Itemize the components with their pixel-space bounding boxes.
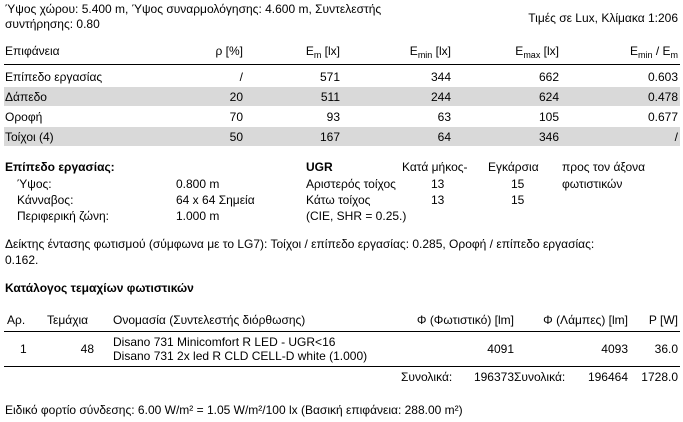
surface-ratio: 0.677 <box>647 110 678 124</box>
surface-em: 167 <box>319 130 340 144</box>
ugr-bottom-wall-label: Κάτω τοίχος <box>306 193 371 207</box>
header-rule <box>4 64 680 65</box>
totals-label-2: Συνολικά: <box>514 370 566 384</box>
luminaire-qty: 48 <box>80 342 94 356</box>
ugr-left-wall-cross: 15 <box>511 177 525 191</box>
surface-name: Δάπεδο <box>5 90 47 104</box>
ugr-left-wall-label: Αριστερός τοίχος <box>306 177 396 191</box>
surface-rho: 20 <box>229 90 243 104</box>
workplane-title: Επίπεδο εργασίας: <box>5 160 115 174</box>
surface-emax: 346 <box>538 130 559 144</box>
surface-name: Τοίχοι (4) <box>5 130 54 144</box>
totals-flux-lamps: 196464 <box>587 370 628 384</box>
room-info-line2: συντήρησης: 0.80 <box>5 17 100 31</box>
surface-rho: 50 <box>229 130 243 144</box>
ugr-bottom-wall-cross: 15 <box>511 193 525 207</box>
workplane-grid-value: 64 x 64 Σημεία <box>176 193 255 207</box>
luminaire-power: 36.0 <box>654 342 678 356</box>
surface-em: 511 <box>320 90 340 104</box>
ugr-title: UGR <box>306 160 333 174</box>
surface-emin: 344 <box>430 70 451 84</box>
row-shading <box>4 87 680 106</box>
col-emin-header: $E_{min}$ [lx] <box>409 44 451 60</box>
surface-ratio: 0.478 <box>647 90 678 104</box>
workplane-grid-label: Κάνναβος: <box>17 193 74 207</box>
room-info-line1: Ύψος χώρου: 5.400 m, Ύψος συναρμολόγησης: 4.600 m, Συντελεστής <box>5 2 382 16</box>
surface-rho: 70 <box>229 110 243 124</box>
surface-name: Επίπεδο εργασίας <box>5 70 103 84</box>
surface-emin: 244 <box>430 90 451 104</box>
col-flux-lamps-header: Φ (Λάμπες) [lm] <box>543 313 628 327</box>
row-shading <box>4 127 680 146</box>
col-no-header: Αρ. <box>7 313 26 327</box>
col-power-header: P [W] <box>648 313 678 327</box>
workplane-height-value: 0.800 m <box>176 177 220 191</box>
surface-emax: 105 <box>538 110 559 124</box>
workplane-border-value: 1.000 m <box>176 209 220 223</box>
luminaire-no: 1 <box>20 342 27 356</box>
luminaire-name-line2: Disano 731 2x led R CLD CELL-D white (1.000) <box>113 349 368 363</box>
ugr-col-axis1: προς τον άξονα <box>562 160 646 174</box>
ugr-col-axis2: φωτιστικών <box>562 177 623 191</box>
luminaire-name-line1: Disano 731 Minicomfort R LED - UGR<16 <box>113 335 336 349</box>
lamps-flux: 4093 <box>601 342 628 356</box>
workplane-height-label: Ύψος: <box>17 177 52 191</box>
surface-emax: 624 <box>538 90 559 104</box>
specific-load: Ειδικό φορτίο σύνδεσης: 6.00 W/m² = 1.05 W/m²/100 lx (Βασική επιφάνεια: 288.00 m²) <box>5 403 463 417</box>
workplane-border-label: Περιφερική ζώνη: <box>17 209 110 223</box>
col-em-header: $E_m$ [lx] <box>305 44 340 60</box>
surface-em: 93 <box>326 110 340 124</box>
surface-rho: / <box>239 70 243 84</box>
ugr-bottom-wall-length: 13 <box>431 193 445 207</box>
col-qty-header: Τεμάχια <box>47 313 89 327</box>
luminaire-flux: 4091 <box>487 342 514 356</box>
col-name-header: Ονομασία (Συντελεστής διόρθωσης) <box>113 313 306 327</box>
totals-flux-luminaire: 196373 <box>473 370 514 384</box>
surface-emin: 64 <box>437 130 451 144</box>
lg7-line1: Δείκτης έντασης φωτισμού (σύμφωνα με το LG7): Τοίχοι / επίπεδο εργασίας: 0.285, Οροφή / επίπεδο εργασίας: <box>5 237 595 251</box>
surface-ratio: 0.603 <box>647 70 678 84</box>
ugr-note: (CIE, SHR = 0.25.) <box>306 209 407 223</box>
ugr-col-cross: Εγκάρσια <box>488 160 539 174</box>
catalog-header-rule <box>4 331 680 332</box>
surface-ratio: / <box>674 130 678 144</box>
surface-emax: 662 <box>538 70 559 84</box>
surface-em: 571 <box>319 70 340 84</box>
col-surface-header: Επιφάνεια <box>5 44 60 58</box>
ugr-left-wall-length: 13 <box>431 177 445 191</box>
totals-rule <box>4 366 680 367</box>
values-note: Τιμές σε Lux, Κλίμακα 1:206 <box>528 11 678 25</box>
col-emax-header: $E_{max}$ [lx] <box>515 44 559 60</box>
totals-label-1: Συνολικά: <box>401 370 453 384</box>
totals-power: 1728.0 <box>641 370 678 384</box>
ugr-col-length: Κατά μήκος- <box>402 160 468 174</box>
col-rho-header: ρ [%] <box>215 44 243 58</box>
surface-emin: 63 <box>437 110 451 124</box>
catalog-title: Κατάλογος τεμαχίων φωτιστικών <box>5 281 194 295</box>
col-ratio-header: $E_{min} / E_m$ <box>629 44 678 60</box>
surface-name: Οροφή <box>5 110 43 124</box>
lg7-line2: 0.162. <box>5 253 39 267</box>
col-flux-luminaire-header: Φ (Φωτιστικό) [lm] <box>416 313 514 327</box>
